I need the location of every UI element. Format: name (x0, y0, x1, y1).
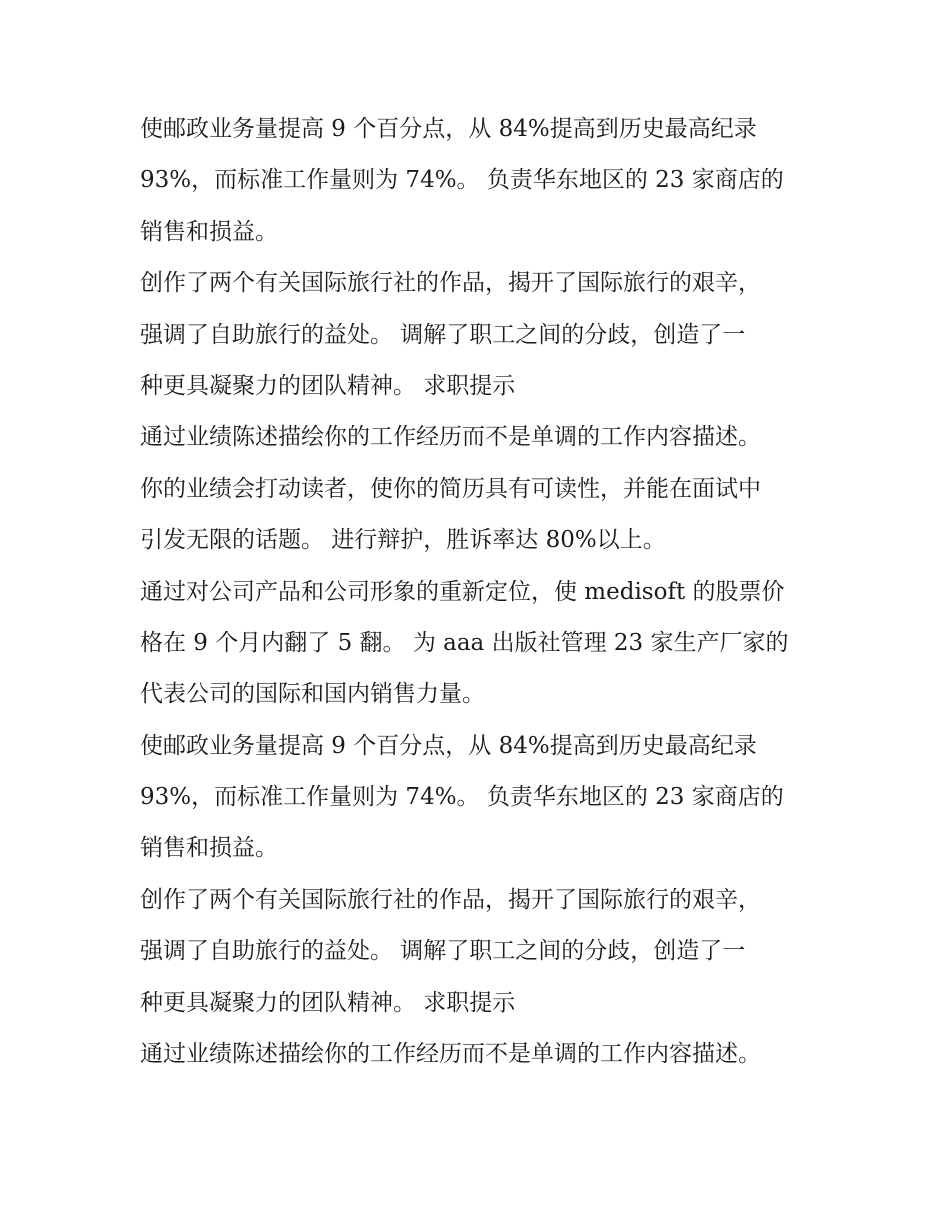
paragraph-7 (140, 1029, 830, 1080)
text-line: 你的业绩会打动读者，使你的简历具有可读性，并能在面试中 (140, 475, 761, 502)
text-line: 种更具凝聚力的团队精神。 求职提示 (140, 989, 516, 1016)
paragraph-2 (140, 258, 830, 412)
paragraph-4 (140, 567, 830, 721)
text-line: 代表公司的国际和国内销售力量。 (140, 681, 485, 708)
text-line: 强调了自助旅行的益处。 调解了职工之间的分歧，创造了一 (140, 938, 746, 965)
text-line: 使邮政业务量提高 9 个百分点，从 84%提高到历史最高纪录 (140, 116, 757, 142)
paragraph-1 (140, 104, 830, 258)
text-line: 通过对公司产品和公司形象的重新定位，使 medisoft 的股票价 (140, 578, 785, 605)
text-line: 强调了自助旅行的益处。 调解了职工之间的分歧，创造了一 (140, 321, 746, 348)
text-line: 创作了两个有关国际旅行社的作品，揭开了国际旅行的艰辛， (140, 270, 761, 297)
text-line: 引发无限的话题。 进行辩护，胜诉率达 80%以上。 (140, 527, 666, 554)
text-line: 通过业绩陈述描绘你的工作经历而不是单调的工作内容描述。 (140, 424, 761, 451)
text-line: 使邮政业务量提高 9 个百分点，从 84%提高到历史最高纪录 (140, 732, 757, 759)
text-line: 种更具凝聚力的团队精神。 求职提示 (140, 372, 516, 399)
document-body (140, 104, 830, 1080)
text-line: 93%，而标准工作量则为 74%。 负责华东地区的 23 家商店的 (140, 167, 784, 194)
text-line: 销售和损益。 (140, 835, 278, 862)
paragraph-5 (140, 721, 830, 875)
paragraph-3 (140, 412, 830, 566)
text-line: 93%，而标准工作量则为 74%。 负责华东地区的 23 家商店的 (140, 784, 784, 811)
text-line: 创作了两个有关国际旅行社的作品，揭开了国际旅行的艰辛， (140, 886, 761, 913)
text-line: 销售和损益。 (140, 218, 278, 245)
paragraph-6 (140, 875, 830, 1029)
text-line: 通过业绩陈述描绘你的工作经历而不是单调的工作内容描述。 (140, 1041, 761, 1068)
text-line: 格在 9 个月内翻了 5 翻。 为 aaa 出版社管理 23 家生产厂家的 (140, 629, 789, 656)
